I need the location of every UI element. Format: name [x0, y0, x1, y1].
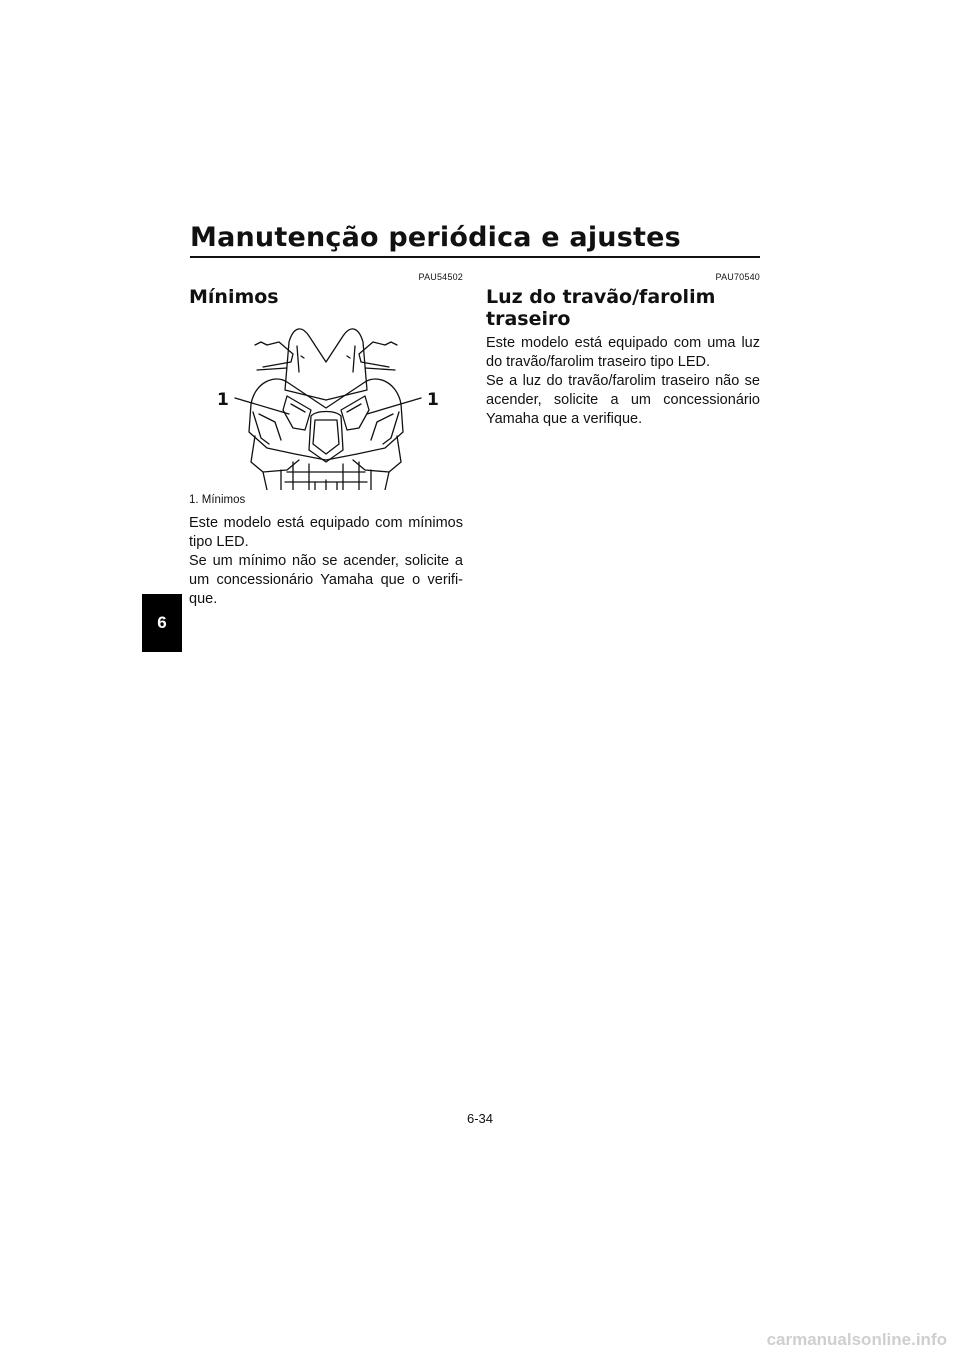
callout-left: 1: [217, 390, 229, 410]
motorcycle-front-figure: [189, 312, 463, 490]
page-title: Manutenção periódica e ajustes: [190, 222, 681, 253]
callout-right: 1: [427, 390, 439, 410]
section-code: PAU54502: [418, 272, 463, 282]
section-code: PAU70540: [715, 272, 760, 282]
motorcycle-front-illustration: [189, 312, 463, 490]
section-heading: Mínimos: [189, 286, 279, 308]
section-luz-travao: [486, 272, 760, 429]
title-divider: [190, 256, 760, 258]
section-body: [486, 334, 760, 429]
figure-caption: 1. Mínimos: [189, 494, 246, 506]
paragraph: Este modelo está equipado com mínimos tipo LED.: [189, 515, 463, 550]
paragraph: Este modelo está equipado com uma luz do travão/farolim traseiro tipo LED.: [486, 335, 760, 370]
paragraph: Se um mínimo não se acender, solicite a um concessionário Yamaha que o verifi-que.: [189, 553, 463, 607]
paragraph: Se a luz do travão/farolim traseiro não se acender, solicite a um concessionário Yamaha que a verifique.: [486, 373, 760, 427]
section-heading: Luz do travão/farolim traseiro: [486, 286, 716, 330]
watermark: carmanualsonline.info: [766, 1330, 947, 1349]
chapter-tab: 6: [142, 594, 182, 652]
page-number: 6-34: [466, 1111, 494, 1126]
section-minimos: [189, 272, 463, 609]
section-body: [189, 514, 463, 609]
